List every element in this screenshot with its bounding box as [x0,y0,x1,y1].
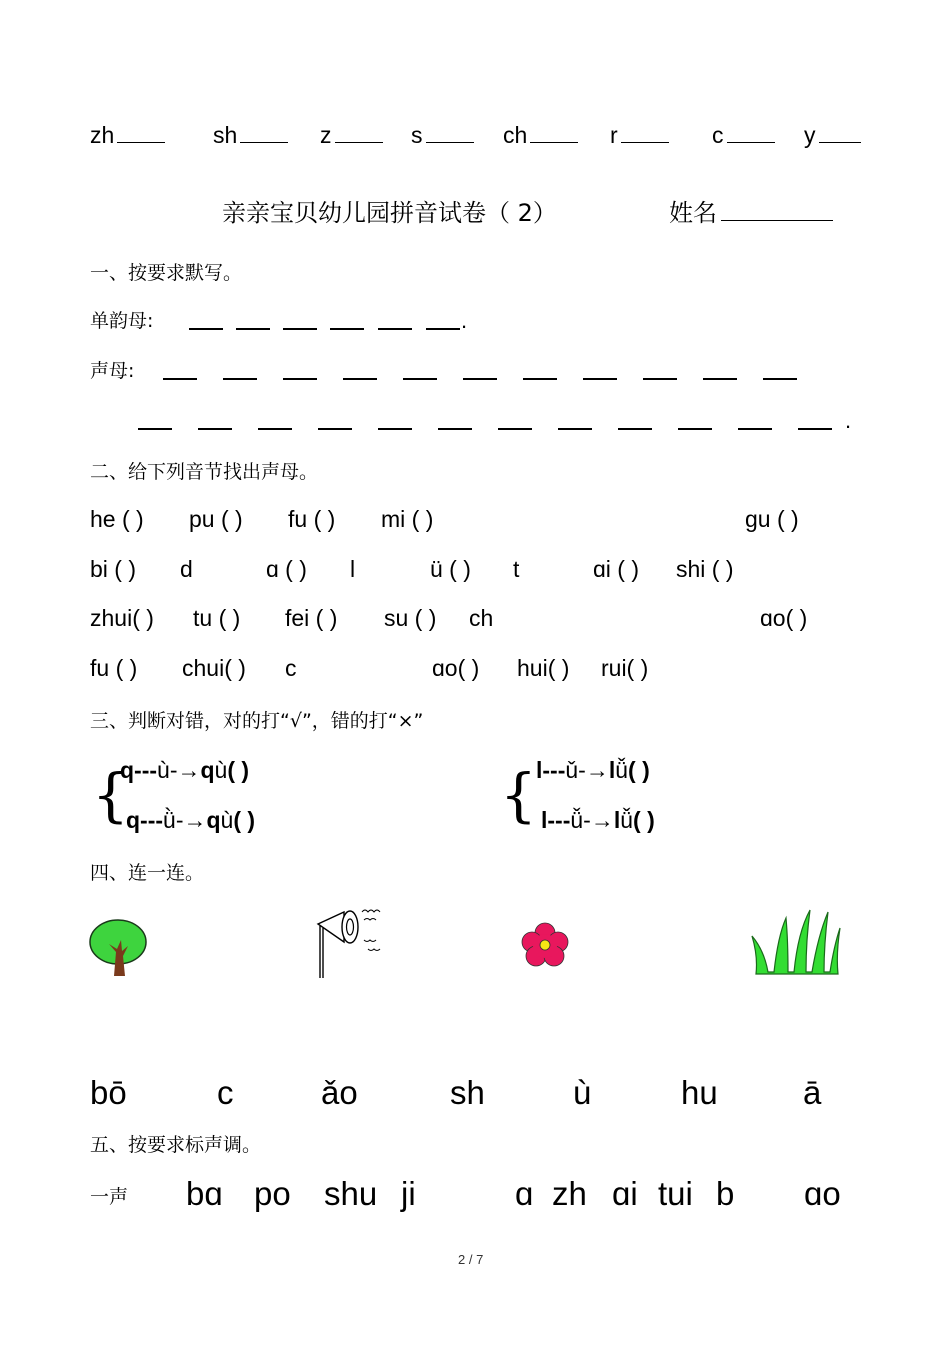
grass-picture [748,906,842,976]
syllable-item: fu ( ) [288,506,336,532]
top-item: z [320,122,383,149]
section-4-heading: 四、连一连。 [90,862,205,884]
syllable-item: ɑo( ) [760,605,808,631]
judge-item-left-2: q---ǜ-→qù( ) [126,807,256,833]
section-5-heading: 五、按要求标声调。 [90,1134,262,1156]
tone-item: ji [401,1175,416,1212]
top-item: zh [90,122,165,149]
syllable-item: ɑo( ) [432,655,480,681]
tone-item: b [716,1175,735,1212]
syllable-part: c [217,1074,234,1111]
tone-item: bɑ [186,1175,223,1212]
syllable-item: chui( ) [182,655,246,681]
syllable-item: c [285,655,297,681]
syllable-item: t [513,556,520,582]
syllable-item: pu ( ) [189,506,243,532]
syllable-part: ù [573,1074,592,1111]
section-2-heading: 二、给下列音节找出声母。 [90,461,319,483]
syllable-item: bi ( ) [90,556,136,582]
section-3-heading: 三、判断对错，对的打“√”，错的打“×” [90,710,424,732]
syllable-item: mi ( ) [381,506,434,532]
tone-item: ɑo [804,1175,841,1212]
syllable-item: l [350,556,356,582]
tone-item: po [254,1175,291,1212]
section-1-heading: 一、按要求默写。 [90,262,243,284]
syllable-item: tu ( ) [193,605,241,631]
judge-item-right-2: l---ǚ-→lǚ( ) [541,807,655,833]
period: . [461,308,468,333]
syllable-part: hu [681,1074,718,1111]
page-number: 2 / 7 [458,1252,484,1267]
tone-item: shu [324,1175,378,1212]
syllable-item: ɑ ( ) [266,556,307,582]
name-field-label: 姓名 [669,193,833,228]
syllable-item: ɑi ( ) [593,556,639,582]
top-item: r [610,122,669,149]
top-item: sh [213,122,288,149]
tone-item: zh [552,1175,587,1212]
syllable-item: zhui( ) [90,605,154,631]
left-brace: { [92,761,129,829]
loudspeaker-picture [312,900,390,980]
syllable-item: ch [469,605,494,631]
syllable-item: fei ( ) [285,605,338,631]
top-item: s [411,122,474,149]
syllable-item: d [180,556,193,582]
right-brace: { [500,761,537,829]
judge-item-right-1: l---ǔ-→lǚ( ) [536,757,650,783]
tone-item: ɑ [515,1175,534,1212]
judge-item-left-1: q---ù-→qù( ) [120,757,250,783]
syllable-item: hui( ) [517,655,570,681]
syllable-item: su ( ) [384,605,437,631]
syllable-item: rui( ) [601,655,649,681]
period: . [845,408,852,433]
tone-item: tui [658,1175,693,1212]
syllable-part: bō [90,1074,127,1111]
tree-picture [88,918,150,980]
top-item: c [712,122,775,149]
vowels-label: 单韵母: [90,310,154,332]
tone-label: 一声 [90,1186,129,1208]
syllable-item: ü ( ) [430,556,471,582]
syllable-part: ā [803,1074,822,1111]
syllable-item: he ( ) [90,506,144,532]
initials-label: 声母: [90,360,135,382]
top-item: y [804,122,861,149]
syllable-part: sh [450,1074,485,1111]
flower-picture [518,922,574,972]
top-item: ch [503,122,578,149]
syllable-item: ɡu ( ) [745,506,799,532]
page-title: 亲亲宝贝幼儿园拼音试卷（ 2） [222,199,557,227]
syllable-item: fu ( ) [90,655,138,681]
tone-item: ɑi [612,1175,638,1212]
syllable-item: shi ( ) [676,556,734,582]
syllable-part: ǎo [321,1074,358,1111]
